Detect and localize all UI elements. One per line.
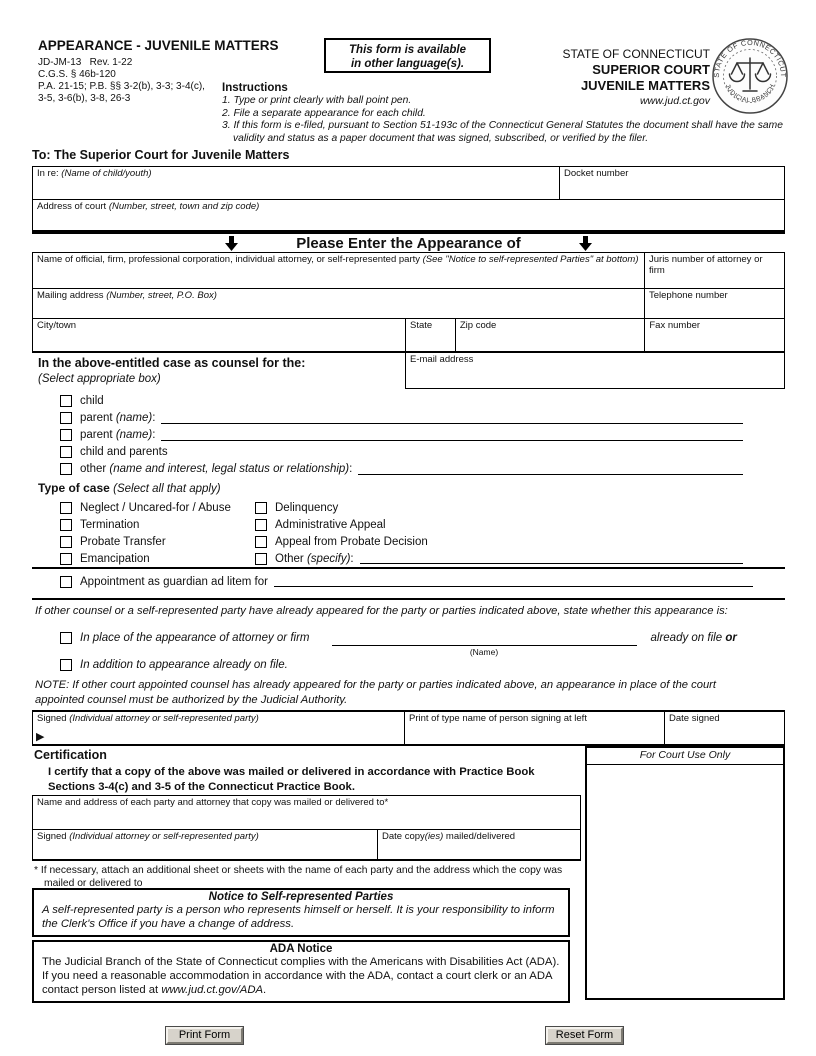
email-label: E-mail address [410, 354, 474, 365]
signed-label: Signed [37, 713, 67, 724]
type-of-case-options [60, 499, 745, 567]
language-notice-line2: in other language(s). [350, 58, 465, 70]
address-of-court-detail: (Number, street, town and zip code) [108, 201, 260, 212]
in-place-label: In place of the appearance of attorney or firm [80, 632, 310, 644]
parent-name-line[interactable] [161, 411, 743, 424]
in-addition-row [60, 659, 288, 671]
form-number: JD-JM-13 Rev. 1-22 [38, 57, 133, 68]
statute-ref-3: 3-5, 3-6(b), 3-8, 26-3 [38, 93, 131, 104]
down-arrow-icon [579, 236, 592, 251]
option-row [60, 443, 745, 460]
certification-body: I certify that a copy of the above was mailed or delivered in accordance with Practice Book Sections 3-4(c) and 3-5 of the Connecticut Practice Book. [48, 766, 535, 793]
judicial-seal-icon [711, 37, 789, 115]
option-label: other (name and interest, legal status or relationship): [80, 462, 353, 475]
instruction-item: 2. File a separate appearance for each child. [222, 107, 426, 119]
parent-name-line[interactable] [161, 428, 743, 441]
option-label: parent (name): [80, 411, 156, 424]
print-name-field[interactable] [404, 712, 664, 744]
in-re-label: In re: [37, 168, 59, 179]
option-row [60, 409, 745, 426]
certification-footnote: * If necessary, attach an additional sheet or sheets with the name of each party and the address which the copy was mailed or delivered to [34, 865, 563, 889]
counsel-heading: In the above-entitled case as counsel for the: [38, 356, 306, 370]
docket-number-field[interactable] [559, 167, 784, 199]
self-represented-notice-box [32, 888, 570, 937]
in-place-row [60, 630, 780, 657]
instructions-title: Instructions [222, 82, 288, 94]
court-info-table [32, 166, 785, 232]
city-town-field[interactable] [33, 319, 405, 351]
ada-notice-title: ADA Notice [269, 943, 333, 955]
zip-code-label: Zip code [459, 320, 497, 331]
date-signed-field[interactable] [664, 712, 784, 744]
name-of-official-field[interactable] [33, 253, 644, 288]
certification-heading: Certification [34, 748, 107, 762]
ada-notice-body: The Judicial Branch of the State of Connecticut complies with the Americans with Disabilities Act (ADA). If you need a reasonable accommodation in accordance with the ADA, contact a court clerk or an ADA contact person listed at www.jud.ct.gov/ADA. [42, 956, 560, 996]
guardian-label: Appointment as guardian ad litem for [80, 575, 268, 588]
address-of-court-field[interactable] [33, 200, 784, 230]
certification-signed-label: Signed [37, 831, 67, 842]
state-name: STATE OF CONNECTICUT [562, 47, 710, 61]
docket-number-label: Docket number [564, 168, 629, 179]
court-division: JUVENILE MATTERS [580, 78, 710, 93]
guardian-name-line[interactable] [274, 574, 753, 587]
name-of-official-label: Name of official, firm, professional corporation, individual attorney, or self-represented party [37, 254, 420, 265]
option-label: Neglect / Uncared-for / Abuse [80, 501, 231, 514]
checkbox-parent-1[interactable] [60, 412, 72, 424]
checkbox-termination[interactable] [60, 519, 72, 531]
checkbox-probate-transfer[interactable] [60, 536, 72, 548]
checkbox-administrative-appeal[interactable] [255, 519, 267, 531]
checkbox-guardian-ad-litem[interactable] [60, 576, 72, 588]
in-re-field[interactable] [33, 167, 559, 199]
certification-signed-detail: (Individual attorney or self-represented party) [69, 831, 259, 842]
option-label: child and parents [80, 445, 168, 458]
signed-field[interactable] [33, 712, 404, 744]
already-on-file-label: already on file or [650, 632, 737, 644]
state-label: State [409, 320, 433, 331]
guardian-ad-litem-row [60, 574, 755, 589]
signed-detail: (Individual attorney or self-represented party) [69, 713, 259, 724]
other-case-line[interactable] [360, 551, 743, 564]
city-town-label: City/town [37, 320, 77, 331]
seal-bottom-text: JUDICIAL BRANCH [723, 82, 777, 105]
checkbox-emancipation[interactable] [60, 553, 72, 565]
instruction-item: 1. Type or print clearly with ball point pen. [222, 95, 412, 106]
date-copies-label: Date copy(ies) mailed/delivered [382, 831, 516, 842]
date-signed-label: Date signed [669, 713, 720, 724]
ada-notice-box [32, 940, 570, 1003]
juris-number-field[interactable] [644, 253, 784, 288]
checkbox-parent-2[interactable] [60, 429, 72, 441]
mailing-address-field[interactable] [33, 289, 644, 318]
form-title: APPEARANCE - JUVENILE MATTERS [38, 38, 279, 53]
counsel-heading-block [38, 356, 305, 385]
checkbox-child-and-parents[interactable] [60, 446, 72, 458]
attorney-firm-name-line[interactable] [332, 631, 637, 657]
zip-code-field[interactable] [455, 319, 645, 351]
instruction-item: 3. If this form is e-filed, pursuant to Section 51-193c of the Connecticut General Statutes the document shall have the same validity and status as a paper document that was signed, subscribed, or verified by the filer. [222, 120, 783, 144]
other-party-line[interactable] [358, 462, 743, 475]
section-divider [32, 567, 785, 569]
address-of-court-label: Address of court [37, 201, 107, 212]
self-represented-notice-body: A self-represented party is a person who represents himself or herself. It is your responsibility to inform the Clerk's Office if you have a change of address. [42, 904, 555, 930]
appearance-grid [32, 253, 785, 353]
date-copies-field[interactable] [377, 830, 580, 859]
checkbox-child[interactable] [60, 395, 72, 407]
option-label: Other (specify): [275, 552, 354, 565]
print-name-label: Print of type name of person signing at left [409, 713, 587, 724]
checkbox-appeal-probate-decision[interactable] [255, 536, 267, 548]
court-website: www.jud.ct.gov [639, 95, 710, 107]
option-label: Termination [80, 518, 140, 531]
option-label: child [80, 394, 104, 407]
court-name: SUPERIOR COURT [592, 62, 710, 77]
option-label: Emancipation [80, 552, 150, 565]
checkbox-other-party[interactable] [60, 463, 72, 475]
counsel-options [60, 392, 745, 477]
self-represented-notice-title: Notice to Self-represented Parties [208, 891, 394, 903]
mailing-address-label: Mailing address [37, 290, 104, 301]
in-addition-label: In addition to appearance already on file. [80, 659, 288, 671]
signature-table [32, 710, 785, 746]
ada-link: www.jud.ct.gov/ADA [161, 984, 264, 996]
name-caption: (Name) [469, 646, 499, 657]
juris-number-label: Juris number of attorney or firm [649, 254, 763, 276]
to-court-heading: To: The Superior Court for Juvenile Matters [32, 148, 290, 162]
option-row [60, 426, 745, 443]
option-label: Administrative Appeal [275, 518, 386, 531]
checkbox-in-addition[interactable] [60, 659, 72, 671]
option-row [60, 460, 745, 477]
statute-ref-1: C.G.S. § 46b-120 [38, 69, 116, 80]
signature-arrow-icon: ▶ [36, 731, 45, 743]
option-label: Probate Transfer [80, 535, 166, 548]
certification-signed-field[interactable] [33, 830, 377, 859]
seal-top-text: STATE OF CONNECTICUT [711, 37, 789, 78]
court-use-only-box [585, 746, 785, 1000]
option-label: parent (name): [80, 428, 156, 441]
certification-signature-row [32, 830, 581, 861]
fax-number-field[interactable] [644, 319, 784, 351]
in-re-detail: (Name of child/youth) [61, 168, 152, 179]
down-arrow-icon [225, 236, 238, 251]
mailing-address-detail: (Number, street, P.O. Box) [106, 290, 217, 301]
language-notice-line1: This form is available [349, 44, 466, 56]
state-field[interactable] [405, 319, 455, 351]
statute-ref-2: P.A. 21-15; P.B. §§ 3-2(b), 3-3; 3-4(c), [38, 81, 205, 92]
copies-name-address-label: Name and address of each party and attorney that copy was mailed or delivered to* [37, 797, 389, 808]
option-row [60, 392, 745, 409]
type-of-case-heading: Type of case (Select all that apply) [38, 481, 221, 495]
bottom-section [32, 746, 785, 1002]
option-label: Appeal from Probate Decision [275, 535, 428, 548]
note-paragraph: NOTE: If other court appointed counsel has already appeared for the party or parties indicated above, an appearance in place of the court appointed counsel must be authorized by the Judicial Authority. [35, 679, 716, 706]
checkbox-delinquency[interactable] [255, 502, 267, 514]
court-identity-block [430, 46, 710, 109]
checkbox-neglect-uncared-abuse[interactable] [60, 502, 72, 514]
checkbox-other-case[interactable] [255, 553, 267, 565]
certification-column [32, 746, 583, 1002]
email-field[interactable] [405, 353, 785, 389]
option-label: Delinquency [275, 501, 339, 514]
section-divider [32, 598, 785, 600]
banner-title: Please Enter the Appearance of [296, 234, 521, 252]
court-use-only-label: For Court Use Only [587, 748, 783, 765]
reset-form-button[interactable]: Reset Form [546, 1027, 623, 1044]
telephone-label: Telephone number [649, 290, 728, 301]
copies-name-address-field[interactable] [32, 795, 581, 830]
telephone-field[interactable] [644, 289, 784, 318]
print-form-button[interactable]: Print Form [166, 1027, 243, 1044]
appearance-banner [32, 232, 785, 253]
checkbox-in-place[interactable] [60, 632, 72, 644]
name-of-official-detail: (See "Notice to self-represented Parties" at bottom) [422, 254, 639, 265]
fax-number-label: Fax number [649, 320, 701, 331]
counsel-subheading: (Select appropriate box) [38, 373, 161, 385]
already-appeared-intro: If other counsel or a self-represented party have already appeared for the party or parties indicated above, state whether this appearance is: [35, 605, 728, 617]
